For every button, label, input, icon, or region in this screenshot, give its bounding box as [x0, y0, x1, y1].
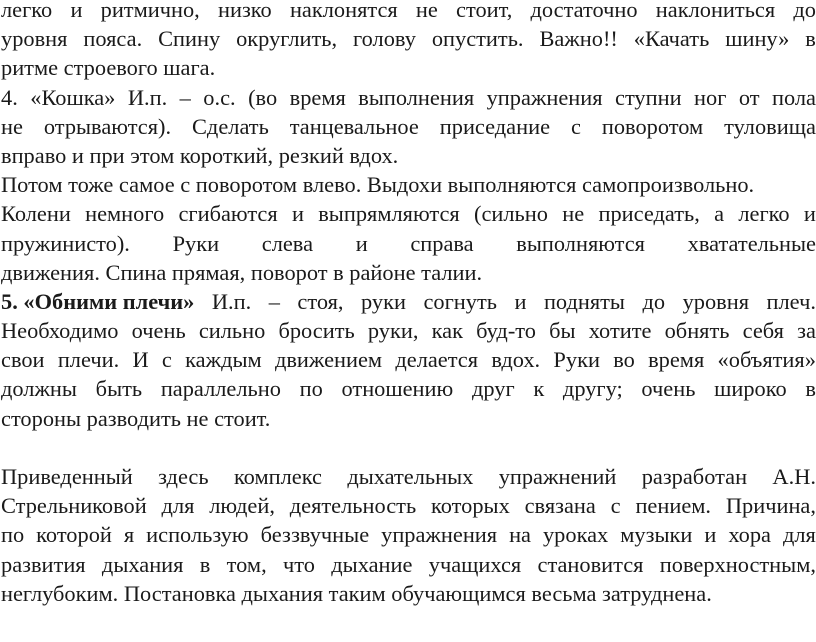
word: Причина, — [725, 493, 816, 519]
word: уровня — [1, 26, 68, 52]
text-line: стороны разводить не стоит. — [1, 405, 271, 431]
word: Руки — [553, 347, 600, 373]
word: на — [509, 522, 531, 548]
word: стоя, — [297, 288, 344, 314]
word: параллельно — [160, 376, 281, 402]
word: Колени — [1, 201, 71, 227]
word: плечи. — [57, 347, 120, 373]
word: с — [570, 113, 581, 139]
word: разработан — [641, 464, 748, 489]
word: использую — [146, 522, 249, 548]
exercise-4-heading-line — [1, 83, 816, 112]
word: до — [642, 288, 666, 314]
text-line — [1, 229, 816, 258]
text-line — [1, 316, 816, 345]
word: я — [123, 522, 135, 548]
word: ступни — [615, 84, 682, 110]
word: И.п. — [211, 288, 252, 314]
word: беззвучные — [260, 522, 370, 548]
word: (во — [248, 84, 278, 110]
word: время — [648, 347, 705, 373]
word: которой — [36, 522, 112, 548]
word: и — [291, 201, 304, 227]
text-line — [1, 491, 816, 520]
word: обнять — [664, 318, 730, 344]
text-line: вправо и при этом короткий, резкий вдох. — [1, 142, 399, 168]
word: отношению — [341, 376, 454, 402]
word: ритмично, — [100, 0, 200, 22]
word: сгибаются — [178, 201, 278, 227]
word: И.п. — [127, 84, 168, 110]
text-line: неглубоким. Постановка дыхания таким обучающимся весьма затруднена. — [1, 580, 712, 606]
word: справа — [410, 230, 474, 256]
text-line: Потом тоже самое с поворотом влево. Выдохи выполняются самопроизвольно. — [1, 172, 755, 198]
word: округлить, — [236, 26, 338, 52]
word: друг — [471, 376, 515, 402]
word: выполняются — [516, 230, 645, 256]
word: уровня — [682, 288, 750, 314]
text-line — [1, 24, 816, 53]
word: упражнения — [486, 84, 603, 110]
word: дыхательных — [347, 464, 474, 489]
word: 4. — [1, 84, 18, 110]
word: до — [793, 0, 816, 22]
word: о.с. — [203, 84, 236, 110]
word: становится — [537, 551, 644, 577]
word: не — [1, 113, 23, 139]
word: Руки — [172, 230, 220, 256]
word: быть — [95, 376, 143, 402]
word: здесь — [158, 464, 209, 489]
word: не — [415, 0, 438, 22]
word: делается — [395, 347, 479, 373]
word: комплекс — [233, 464, 322, 489]
word: «Качать — [633, 26, 710, 52]
word: очень — [131, 318, 186, 344]
word: пружинисто). — [1, 230, 130, 256]
word: и — [70, 0, 83, 22]
word: и — [704, 522, 717, 548]
word: с — [610, 493, 621, 519]
word: деятельность — [289, 493, 417, 519]
word: подняты — [543, 288, 625, 314]
word: выполнения — [358, 84, 475, 110]
word: отрываются). — [43, 113, 172, 139]
word: наклонятся — [289, 0, 398, 22]
word: каждым — [185, 347, 262, 373]
word: танцевальное — [289, 113, 419, 139]
word: другу; — [562, 376, 623, 402]
word: себя — [742, 318, 784, 344]
paragraph-gap — [1, 433, 816, 462]
text-line — [1, 550, 816, 579]
word: для — [161, 493, 195, 519]
word: должны — [1, 376, 77, 402]
word: руки, — [367, 318, 419, 344]
word: в — [805, 376, 816, 402]
word: и — [514, 288, 527, 314]
text-line: ритме строевого шага. — [1, 55, 216, 81]
word: низко — [217, 0, 272, 22]
text-line — [1, 199, 816, 228]
word: упражнения — [381, 522, 498, 548]
word: шину» — [725, 26, 790, 52]
word: легко — [1, 0, 53, 22]
word: которых — [431, 493, 510, 519]
word: плеч. — [766, 288, 816, 314]
word: по — [1, 522, 25, 548]
word: поверхностным, — [659, 551, 816, 577]
word: руки — [360, 288, 406, 314]
word: «объятия» — [717, 347, 816, 373]
word: достаточно — [530, 0, 638, 22]
word: людей, — [209, 493, 275, 519]
text-line: движения. Спина прямая, поворот в районе талии. — [1, 259, 483, 285]
document-page — [1, 0, 816, 608]
word: Необходимо — [1, 318, 119, 344]
word: а — [714, 201, 725, 227]
word: уроках — [542, 522, 609, 548]
word: (сильно — [474, 201, 548, 227]
word: движением — [274, 347, 383, 373]
word: стоит, — [456, 0, 513, 22]
word: наклониться — [655, 0, 776, 22]
word: приседание — [439, 113, 551, 139]
word: свои — [1, 347, 45, 373]
word: хора — [728, 522, 771, 548]
word: и — [803, 201, 816, 227]
word: Спину — [158, 26, 221, 52]
text-line — [1, 374, 816, 403]
exercise-5-title: 5. «Обними плечи» — [1, 288, 195, 314]
word: от — [738, 84, 760, 110]
word: дыхание — [331, 551, 413, 577]
text-line — [1, 112, 816, 141]
word: бы — [549, 318, 576, 344]
word: том, — [226, 551, 267, 577]
word: в — [199, 551, 211, 577]
word: с — [161, 347, 172, 373]
word: поворотом — [601, 113, 704, 139]
word: в — [805, 26, 816, 52]
word: туловища — [724, 113, 816, 139]
word: А.Н. — [772, 464, 816, 489]
word: И — [132, 347, 149, 373]
word: к — [533, 376, 545, 402]
word: развития — [1, 551, 86, 577]
word: немного — [85, 201, 165, 227]
word: хотите — [588, 318, 652, 344]
text-line — [1, 462, 816, 491]
word: связана — [524, 493, 596, 519]
word: ног — [694, 84, 727, 110]
word: опустить. — [431, 26, 524, 52]
word: «Кошка» — [30, 84, 116, 110]
word: Важно!! — [539, 26, 618, 52]
exercise-5-heading-line — [1, 287, 816, 316]
word: слева — [261, 230, 314, 256]
word: учащихся — [428, 551, 522, 577]
word: дыхания — [101, 551, 184, 577]
word: пола — [772, 84, 816, 110]
word: широко — [714, 376, 787, 402]
word: сильно — [198, 318, 266, 344]
word: пояса. — [83, 26, 143, 52]
word: Приведенный — [1, 464, 133, 489]
word: пением. — [635, 493, 712, 519]
word: приседать, — [598, 201, 700, 227]
word: не — [562, 201, 585, 227]
text-line — [1, 520, 816, 549]
word: – — [179, 84, 191, 110]
word: Стрельниковой — [1, 493, 147, 519]
word: выпрямляются — [318, 201, 460, 227]
word: – — [268, 288, 280, 314]
word: буд-то — [476, 318, 536, 344]
word: бросить — [278, 318, 355, 344]
text-line — [1, 345, 816, 374]
word: за — [797, 318, 816, 344]
word: как — [431, 318, 463, 344]
word: Сделать — [192, 113, 269, 139]
word: легко — [738, 201, 790, 227]
word: хватательные — [687, 230, 816, 256]
text-line — [1, 0, 816, 24]
word: очень — [641, 376, 696, 402]
word: для — [782, 522, 816, 548]
word: во — [613, 347, 635, 373]
word: вдох. — [491, 347, 541, 373]
word: голову — [353, 26, 416, 52]
word: что — [283, 551, 315, 577]
word: время — [289, 84, 346, 110]
word: упражнений — [498, 464, 617, 489]
word: музыки — [620, 522, 693, 548]
word: и — [355, 230, 368, 256]
word: согнуть — [423, 288, 497, 314]
word: по — [299, 376, 323, 402]
